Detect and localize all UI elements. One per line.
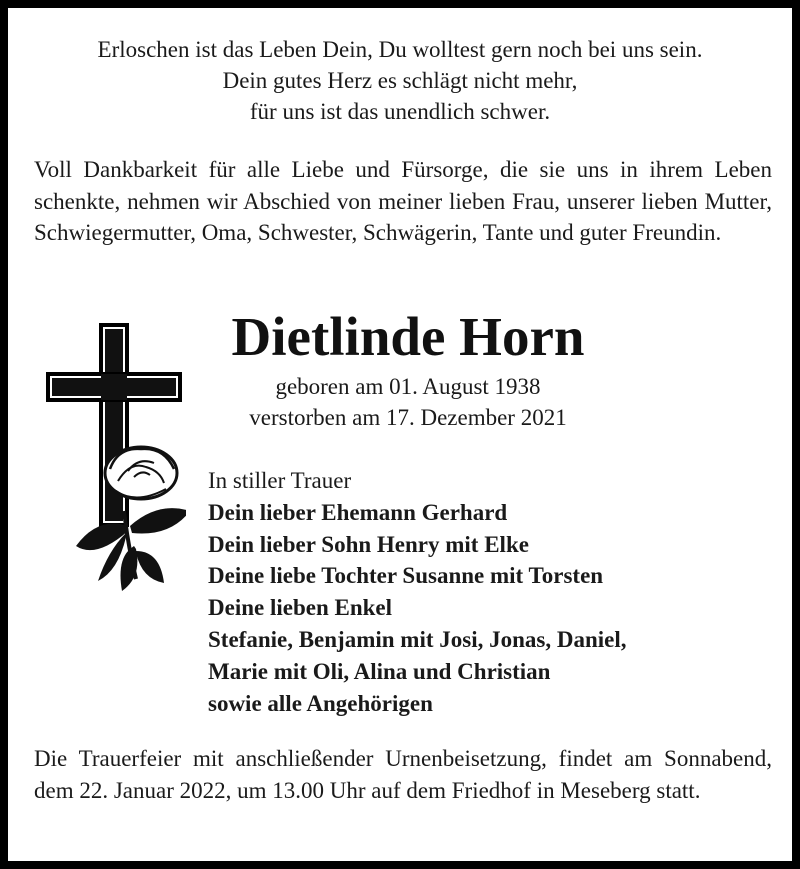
birth-date: geboren am 01. August 1938 [275, 374, 541, 399]
mourner-line: Dein lieber Sohn Henry mit Elke [208, 531, 529, 557]
mourning-heading: In stiller Trauer [208, 468, 352, 493]
rose-icon [76, 447, 186, 591]
poem-line: Dein gutes Herz es schlägt nicht mehr, [222, 68, 578, 93]
mourner-line: sowie alle Angehörigen [208, 690, 433, 716]
mourner-line: Marie mit Oli, Alina und Christian [208, 658, 551, 684]
poem-line: für uns ist das unendlich schwer. [249, 99, 551, 124]
mourner-line: Deine liebe Tochter Susanne mit Torsten [208, 563, 604, 589]
mourner-line: Dein lieber Ehemann Gerhard [208, 499, 508, 525]
mourners-list [208, 465, 768, 719]
poem [28, 34, 772, 127]
funeral-info: Die Trauerfeier mit anschließender Urnenbeisetzung, findet am Sonnabend, dem 22. Januar 2022, um 13.00 Uhr auf dem Friedhof in Meseberg statt. [34, 746, 772, 803]
intro-text: Voll Dankbarkeit für alle Liebe und Fürsorge, die sie uns in ihrem Leben schenkte, nehmen wir Abschied von meiner lieben Frau, unserer lieben Mutter, Schwiegermutter, Oma, Schwester, Schwägerin, Tante und guter Freundin. [34, 157, 772, 245]
poem-line: Erloschen ist das Leben Dein, Du wolltest gern noch bei uns sein. [97, 37, 703, 62]
mourner-line: Deine lieben Enkel [208, 595, 393, 621]
mourner-line: Stefanie, Benjamin mit Josi, Jonas, Daniel, [208, 626, 627, 652]
life-dates [108, 371, 708, 433]
death-date: verstorben am 17. Dezember 2021 [249, 405, 567, 430]
deceased-name: Dietlinde Horn [231, 306, 585, 367]
